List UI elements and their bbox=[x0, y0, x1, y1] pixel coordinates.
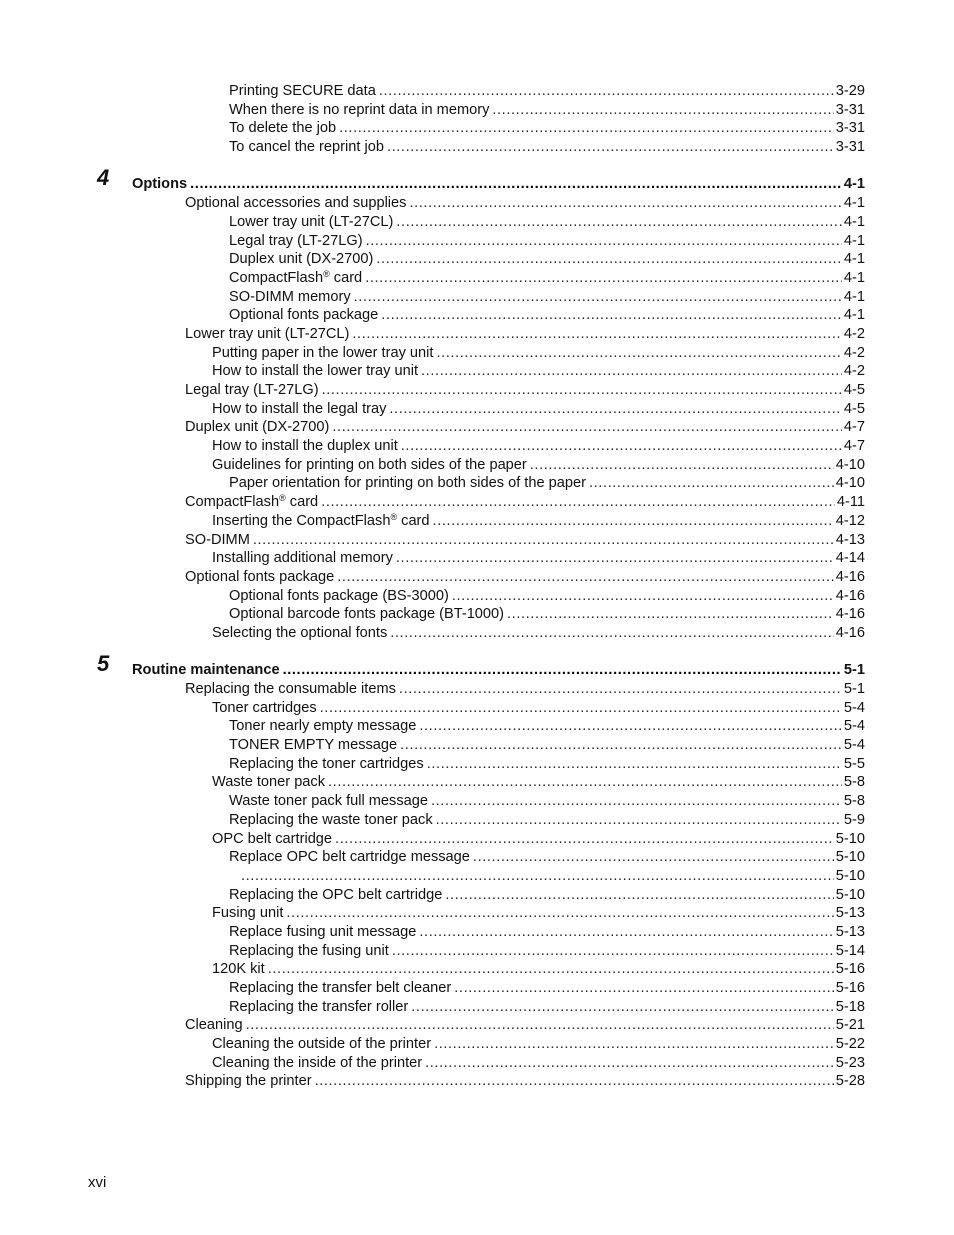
toc-entry-title-text: CompactFlash bbox=[185, 494, 280, 511]
toc-entry-title-text: Replacing the transfer belt cleaner bbox=[229, 980, 452, 996]
toc-entry-title bbox=[229, 306, 381, 325]
dot-leader bbox=[419, 923, 833, 942]
toc-entry-page: 5-10 bbox=[835, 867, 865, 884]
toc-entry-title bbox=[212, 549, 396, 568]
toc-entry-page: 5-10 bbox=[835, 886, 865, 903]
toc-entry[interactable] bbox=[0, 605, 954, 624]
dot-leader bbox=[434, 1035, 834, 1054]
toc-entry-title bbox=[229, 605, 507, 624]
toc-entry[interactable] bbox=[0, 792, 954, 811]
toc-entry[interactable] bbox=[0, 362, 954, 381]
toc-entry[interactable] bbox=[0, 942, 954, 961]
toc-entry[interactable] bbox=[0, 680, 954, 699]
toc-entry[interactable] bbox=[0, 82, 954, 101]
toc-entry-title-text: Waste toner pack bbox=[212, 774, 326, 791]
toc-entry-title bbox=[212, 1035, 434, 1054]
toc-entry-title-text: To cancel the reprint job bbox=[229, 139, 384, 156]
toc-entry-title-text: Replace OPC belt cartridge message bbox=[229, 849, 470, 866]
toc-entry[interactable] bbox=[0, 848, 954, 867]
toc-entry-title bbox=[185, 531, 253, 550]
toc-entry[interactable] bbox=[0, 194, 954, 213]
toc-entry-page: 4-12 bbox=[835, 512, 865, 529]
toc-entry-title bbox=[185, 194, 409, 213]
toc-entry-title-text: Cleaning the outside of the printer bbox=[212, 1036, 432, 1053]
toc-entry-title-text: Selecting the optional fonts bbox=[212, 624, 388, 641]
dot-leader bbox=[445, 886, 833, 905]
toc-entry-page: 4-1 bbox=[843, 213, 865, 230]
toc-entry-title-text: Toner cartridges bbox=[212, 699, 317, 716]
toc-entry-page: 4-16 bbox=[835, 568, 865, 585]
toc-entry-title bbox=[185, 1072, 315, 1091]
toc-entry-title bbox=[212, 1054, 425, 1073]
toc-entry-title bbox=[229, 119, 339, 138]
toc-entry-title-text: SO-DIMM memory bbox=[229, 288, 351, 305]
toc-entry-page: 4-10 bbox=[835, 475, 865, 492]
toc-entry[interactable] bbox=[0, 549, 954, 568]
toc-entry-title-text: Paper orientation for printing on both sides of the paper bbox=[229, 475, 586, 492]
dot-leader bbox=[365, 269, 842, 288]
toc-entry[interactable] bbox=[0, 830, 954, 849]
toc-entry-title bbox=[132, 661, 283, 680]
toc-entry-page: 4-14 bbox=[835, 550, 865, 567]
dot-leader bbox=[492, 101, 833, 120]
chapter-number: 5 bbox=[97, 651, 110, 677]
toc-entry-title bbox=[229, 232, 366, 251]
toc-entry-title bbox=[185, 493, 321, 512]
toc-entry[interactable] bbox=[0, 624, 954, 643]
toc-entry-title bbox=[185, 680, 399, 699]
toc-entry-page: 4-10 bbox=[835, 456, 865, 473]
toc-entry-title-text: Cleaning bbox=[185, 1017, 243, 1034]
dot-leader bbox=[241, 867, 834, 886]
toc-entry-title bbox=[212, 362, 421, 381]
toc-entry-title-text: Optional barcode fonts package (BT-1000) bbox=[229, 606, 505, 623]
dot-leader bbox=[507, 605, 834, 624]
toc-entry-page: 4-1 bbox=[843, 251, 865, 268]
toc-entry[interactable] bbox=[0, 867, 954, 886]
dot-leader bbox=[589, 474, 834, 493]
dot-leader bbox=[381, 306, 842, 325]
toc-entry-title bbox=[212, 456, 530, 475]
toc-entry-title-suffix: card bbox=[285, 494, 319, 511]
toc-entry-page: 4-1 bbox=[843, 232, 865, 249]
toc-entry-title-text: Duplex unit (DX-2700) bbox=[185, 419, 330, 436]
dot-leader bbox=[473, 848, 834, 867]
toc-entry-title-text: How to install the legal tray bbox=[212, 400, 387, 417]
toc-entry-title bbox=[185, 1016, 246, 1035]
toc-entry-title bbox=[185, 418, 332, 437]
toc-entry-page: 5-4 bbox=[843, 737, 865, 754]
dot-leader bbox=[315, 1072, 834, 1091]
dot-leader bbox=[387, 138, 834, 157]
toc-entry-title bbox=[212, 344, 436, 363]
toc-entry-title-text: Lower tray unit (LT-27CL) bbox=[229, 213, 394, 230]
toc-entry-page: 5-9 bbox=[843, 811, 865, 828]
dot-leader bbox=[411, 998, 834, 1017]
toc-entry-title-text: Replacing the toner cartridges bbox=[229, 755, 424, 772]
toc-entry-page: 3-31 bbox=[835, 101, 865, 118]
toc-entry-page: 4-1 bbox=[843, 176, 865, 193]
dot-leader bbox=[419, 717, 842, 736]
toc-entry-title-text: When there is no reprint data in memory bbox=[229, 101, 490, 118]
toc-entry-title-text: Toner nearly empty message bbox=[229, 718, 417, 735]
toc-entry[interactable] bbox=[0, 531, 954, 550]
toc-entry-page: 4-1 bbox=[843, 195, 865, 212]
toc-entry-title-text: Lower tray unit (LT-27CL) bbox=[185, 325, 350, 342]
toc-entry-page: 5-16 bbox=[835, 961, 865, 978]
toc-entry-title-text: Replace fusing unit message bbox=[229, 923, 417, 940]
toc-entry[interactable] bbox=[0, 886, 954, 905]
dot-leader bbox=[328, 773, 842, 792]
toc-entry-title-text: How to install the duplex unit bbox=[212, 438, 398, 455]
dot-leader bbox=[190, 175, 842, 194]
toc-entry-page: 5-18 bbox=[835, 998, 865, 1015]
toc-entry[interactable] bbox=[0, 512, 954, 531]
toc-entry-title-text: Optional fonts package bbox=[185, 568, 335, 585]
dot-leader bbox=[253, 531, 834, 550]
toc-entry[interactable] bbox=[0, 1072, 954, 1091]
toc-entry-title bbox=[229, 101, 492, 120]
toc-entry-title-text: Installing additional memory bbox=[212, 550, 393, 567]
toc-entry-title bbox=[229, 923, 419, 942]
toc-entry-title-text: To delete the job bbox=[229, 120, 337, 137]
toc-entry-page: 4-5 bbox=[843, 382, 865, 398]
dot-leader bbox=[246, 1016, 834, 1035]
registered-mark: ® bbox=[279, 493, 286, 504]
dot-leader bbox=[409, 194, 841, 213]
toc-entry-title bbox=[229, 587, 452, 606]
toc-entry-title bbox=[212, 830, 335, 849]
dot-leader bbox=[389, 400, 842, 419]
toc-entry-title bbox=[229, 288, 354, 307]
toc-entry-title-text: Inserting the CompactFlash bbox=[212, 512, 391, 529]
dot-leader bbox=[321, 493, 835, 512]
toc-entry-title-suffix: card bbox=[397, 512, 430, 529]
toc-entry-page: 5-10 bbox=[835, 849, 865, 866]
toc-entry[interactable] bbox=[0, 138, 954, 157]
toc-chapter-entry[interactable] bbox=[0, 651, 954, 680]
toc-entry-page: 4-1 bbox=[843, 307, 865, 324]
dot-leader bbox=[431, 792, 842, 811]
dot-leader bbox=[452, 587, 834, 606]
toc-entry-title bbox=[229, 979, 454, 998]
toc-entry-title-text: CompactFlash bbox=[229, 269, 324, 286]
dot-leader bbox=[392, 942, 834, 961]
dot-leader bbox=[436, 344, 841, 363]
toc-entry-page: 5-1 bbox=[843, 681, 865, 697]
toc-entry-title bbox=[229, 736, 400, 755]
dot-leader bbox=[354, 288, 842, 307]
toc-entry-title bbox=[212, 624, 390, 643]
toc-entry[interactable] bbox=[0, 101, 954, 120]
toc-entry-title bbox=[132, 175, 190, 194]
toc-entry-title-text: Cleaning the inside of the printer bbox=[212, 1054, 423, 1071]
toc-entry-title-text: Optional fonts package bbox=[229, 307, 379, 324]
toc-entry[interactable] bbox=[0, 587, 954, 606]
dot-leader bbox=[396, 213, 842, 232]
toc-entry-title-text: Legal tray (LT-27LG) bbox=[185, 382, 319, 398]
toc-entry-page: 5-4 bbox=[843, 718, 865, 735]
toc-entry-title-text: Fusing unit bbox=[212, 905, 284, 922]
toc-entry-page: 5-22 bbox=[835, 1036, 865, 1053]
toc-chapter-entry[interactable] bbox=[0, 165, 954, 194]
toc-entry[interactable] bbox=[0, 437, 954, 456]
toc-entry-page: 5-10 bbox=[835, 830, 865, 847]
toc-entry[interactable] bbox=[0, 306, 954, 325]
toc-entry-title bbox=[229, 848, 473, 867]
dot-leader bbox=[390, 624, 834, 643]
toc-entry-page: 5-13 bbox=[835, 923, 865, 940]
dot-leader bbox=[332, 418, 842, 437]
toc-entry-title-text: Putting paper in the lower tray unit bbox=[212, 344, 434, 361]
toc-entry-page: 4-13 bbox=[835, 531, 865, 548]
toc-entry-title-text: OPC belt cartridge bbox=[212, 830, 333, 847]
dot-leader bbox=[400, 736, 842, 755]
toc-entry[interactable] bbox=[0, 960, 954, 979]
dot-leader bbox=[379, 82, 834, 101]
toc-entry[interactable] bbox=[0, 119, 954, 138]
dot-leader bbox=[421, 362, 842, 381]
toc-entry-title bbox=[212, 773, 328, 792]
toc-entry-title-text: Routine maintenance bbox=[132, 662, 280, 679]
toc-entry[interactable] bbox=[0, 904, 954, 923]
toc-entry-page: 5-28 bbox=[835, 1073, 865, 1090]
toc-entry-page: 4-16 bbox=[835, 624, 865, 641]
dot-leader bbox=[322, 381, 842, 400]
dot-leader bbox=[399, 680, 842, 699]
toc-entry[interactable] bbox=[0, 1035, 954, 1054]
dot-leader bbox=[454, 979, 834, 998]
toc-entry-title-text: SO-DIMM bbox=[185, 531, 250, 548]
toc-entry-page: 4-16 bbox=[835, 606, 865, 623]
toc-entry[interactable] bbox=[0, 717, 954, 736]
toc-entry-title-text: Replacing the fusing unit bbox=[229, 942, 389, 959]
toc-entry-title bbox=[212, 437, 401, 456]
toc-entry[interactable] bbox=[0, 755, 954, 774]
toc-entry-page: 4-5 bbox=[843, 400, 865, 417]
toc-entry-page: 5-13 bbox=[835, 905, 865, 922]
dot-leader bbox=[366, 232, 842, 251]
dot-leader bbox=[268, 960, 834, 979]
toc-entry[interactable] bbox=[0, 474, 954, 493]
toc-entry-page: 4-1 bbox=[843, 288, 865, 305]
toc-entry-title bbox=[185, 568, 337, 587]
toc-entry-page: 5-8 bbox=[843, 793, 865, 810]
toc-entry-title-text: Printing SECURE data bbox=[229, 83, 376, 99]
toc-entry-title bbox=[229, 250, 376, 269]
toc-entry-page: 3-29 bbox=[835, 83, 865, 99]
toc-entry-page: 4-2 bbox=[843, 344, 865, 361]
toc-entry[interactable] bbox=[0, 418, 954, 437]
toc-entry-title-text: Waste toner pack full message bbox=[229, 793, 428, 810]
toc-entry[interactable] bbox=[0, 381, 954, 400]
toc-entry-title-text: TONER EMPTY message bbox=[229, 737, 398, 754]
toc-entry-title bbox=[229, 755, 427, 774]
toc-entry[interactable] bbox=[0, 773, 954, 792]
toc-entry-title bbox=[229, 82, 379, 101]
toc-entry[interactable] bbox=[0, 998, 954, 1017]
toc-entry[interactable] bbox=[0, 400, 954, 419]
dot-leader bbox=[320, 699, 842, 718]
toc-entry-title bbox=[229, 792, 431, 811]
registered-mark: ® bbox=[323, 268, 330, 279]
toc-entry-page: 5-21 bbox=[835, 1017, 865, 1034]
toc-entry[interactable] bbox=[0, 232, 954, 251]
toc-entry-page: 5-4 bbox=[843, 699, 865, 716]
toc-entry-title bbox=[212, 699, 320, 718]
toc-entry[interactable] bbox=[0, 979, 954, 998]
toc-entry[interactable] bbox=[0, 568, 954, 587]
toc-entry[interactable] bbox=[0, 811, 954, 830]
toc-entry-page: 4-7 bbox=[843, 438, 865, 455]
toc-entry-title bbox=[212, 904, 286, 923]
toc-entry-page: 4-1 bbox=[843, 269, 865, 286]
toc-entry[interactable] bbox=[0, 250, 954, 269]
toc-entry-title bbox=[229, 138, 387, 157]
toc-entry[interactable] bbox=[0, 269, 954, 288]
toc-entry-title-text: Replacing the OPC belt cartridge bbox=[229, 886, 443, 903]
toc-entry-page: 4-11 bbox=[836, 494, 865, 511]
dot-leader bbox=[530, 456, 834, 475]
toc-entry-title bbox=[229, 942, 392, 961]
toc-entry[interactable] bbox=[0, 1016, 954, 1035]
toc-entry-page: 5-8 bbox=[843, 774, 865, 791]
toc-entry[interactable] bbox=[0, 456, 954, 475]
toc-entry-page: 4-16 bbox=[835, 587, 865, 604]
dot-leader bbox=[396, 549, 834, 568]
toc-entry-page: 4-7 bbox=[843, 419, 865, 436]
toc-entry[interactable] bbox=[0, 699, 954, 718]
toc-entry-title-text: Optional fonts package (BS-3000) bbox=[229, 587, 449, 604]
dot-leader bbox=[286, 904, 833, 923]
toc-entry-title-text: How to install the lower tray unit bbox=[212, 363, 419, 380]
toc-entry-page: 3-31 bbox=[835, 120, 865, 137]
toc-entry-page: 4-2 bbox=[843, 325, 865, 342]
toc-entry-page: 5-5 bbox=[843, 755, 865, 772]
dot-leader bbox=[339, 119, 834, 138]
toc-entry[interactable] bbox=[0, 325, 954, 344]
dot-leader bbox=[427, 755, 842, 774]
toc-entry-title-text: Replacing the waste toner pack bbox=[229, 811, 433, 828]
toc-entry-title-text: 120K kit bbox=[212, 961, 265, 978]
registered-mark: ® bbox=[390, 511, 398, 522]
toc-entry-title-text: Legal tray (LT-27LG) bbox=[229, 232, 363, 249]
dot-leader bbox=[436, 811, 842, 830]
toc-entry-title bbox=[229, 886, 445, 905]
dot-leader bbox=[401, 437, 842, 456]
toc-entry-title bbox=[229, 717, 419, 736]
toc-entry-page: 3-31 bbox=[835, 139, 865, 156]
dot-leader bbox=[337, 568, 834, 587]
toc-entry[interactable] bbox=[0, 288, 954, 307]
toc-entry-title bbox=[212, 400, 389, 419]
toc-entry-title bbox=[229, 474, 589, 493]
toc-entry-page: 5-16 bbox=[835, 980, 865, 996]
chapter-number: 4 bbox=[97, 165, 110, 191]
toc-entry-title-text: Replacing the consumable items bbox=[185, 681, 396, 697]
toc-entry[interactable] bbox=[0, 923, 954, 942]
toc-entry[interactable] bbox=[0, 736, 954, 755]
page-number: xvi bbox=[88, 1174, 107, 1191]
toc-entry-title bbox=[229, 998, 411, 1017]
toc-entry-title bbox=[185, 381, 322, 400]
toc-entry[interactable] bbox=[0, 344, 954, 363]
toc-entry-title bbox=[229, 811, 436, 830]
dot-leader bbox=[352, 325, 842, 344]
dot-leader bbox=[433, 512, 834, 531]
toc-entry-page: 4-2 bbox=[843, 363, 865, 380]
toc-entry-title-text: Guidelines for printing on both sides of the paper bbox=[212, 456, 527, 473]
toc-entry[interactable] bbox=[0, 493, 954, 512]
toc-entry-title bbox=[229, 213, 396, 232]
dot-leader bbox=[283, 661, 842, 680]
dot-leader bbox=[335, 830, 834, 849]
toc-entry[interactable] bbox=[0, 1054, 954, 1073]
toc-entry-title-text: Options bbox=[132, 176, 188, 193]
toc-entry-title-text: Duplex unit (DX-2700) bbox=[229, 251, 374, 268]
toc-entry-title bbox=[212, 960, 268, 979]
toc-entry-page: 5-14 bbox=[835, 942, 865, 959]
dot-leader bbox=[425, 1054, 834, 1073]
toc-entry-title bbox=[212, 512, 433, 531]
table-of-contents bbox=[0, 82, 954, 1091]
dot-leader bbox=[376, 250, 842, 269]
toc-entry-title-suffix: card bbox=[329, 269, 363, 286]
toc-entry-title-text: Shipping the printer bbox=[185, 1073, 312, 1090]
toc-entry[interactable] bbox=[0, 213, 954, 232]
toc-entry-title-text: Replacing the transfer roller bbox=[229, 998, 409, 1015]
toc-entry-title bbox=[185, 325, 352, 344]
toc-entry-title-text: Optional accessories and supplies bbox=[185, 195, 407, 212]
toc-entry-page: 5-1 bbox=[843, 662, 865, 679]
toc-entry-title bbox=[229, 269, 365, 288]
toc-entry-page: 5-23 bbox=[835, 1054, 865, 1071]
